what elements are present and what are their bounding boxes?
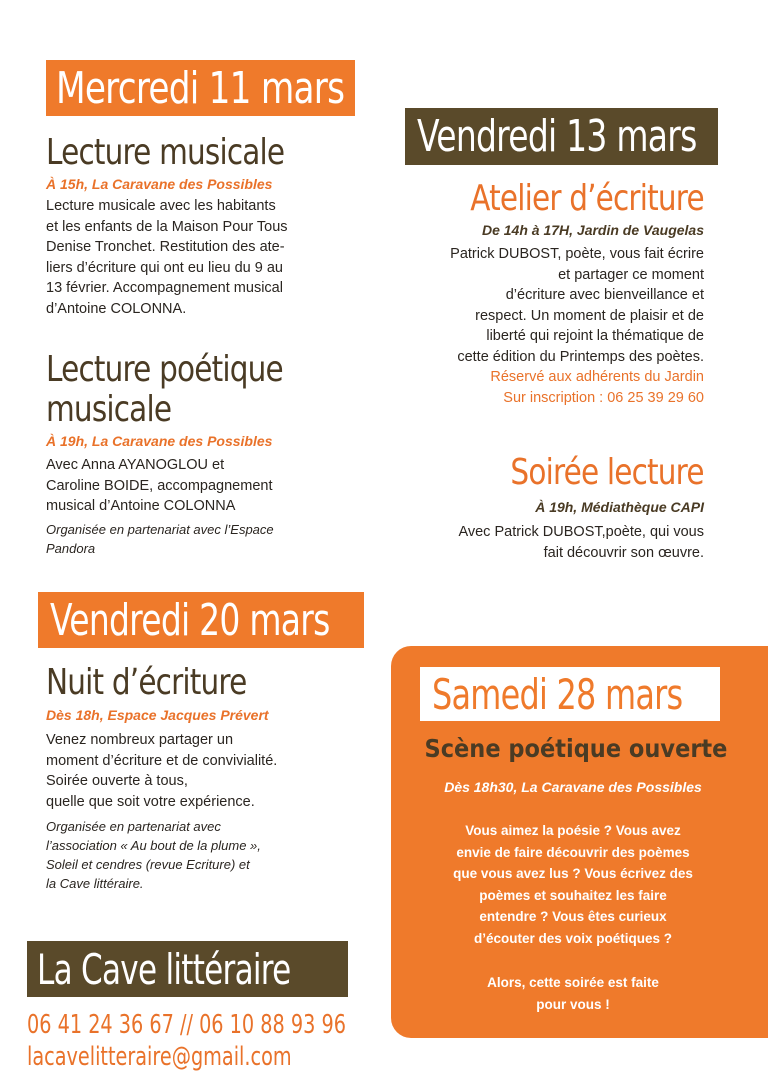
footer-email[interactable]: lacavelitteraire@gmail.com	[27, 1042, 292, 1072]
fri13-banner-text: Vendredi 13 mars	[417, 111, 697, 162]
wed-e2-title	[46, 350, 283, 430]
reserved-note: Réservé aux adhérents du Jardin	[490, 369, 704, 385]
text-line: fait découvrir son œuvre.	[543, 544, 704, 561]
text-line: Denise Tronchet. Restitution des ate-	[46, 239, 285, 255]
fri20-banner	[38, 592, 364, 648]
wed-e2-description	[46, 455, 346, 517]
text-line: 13 février. Accompagnement musical	[46, 280, 283, 296]
text-line: d’écriture avec bienveillance et	[505, 287, 704, 303]
sat-closing	[400, 972, 746, 1015]
wed-banner-text: Mercredi 11 mars	[56, 62, 345, 114]
text-line: Patrick DUBOST, poète, vous fait écrire	[450, 246, 704, 262]
text-line: Avec Patrick DUBOST,poète, qui vous	[458, 524, 704, 540]
fri13-e2-description	[384, 522, 704, 563]
fri13-e2-when: À 19h, Médiathèque CAPI	[535, 499, 704, 515]
wed-banner	[46, 60, 355, 116]
text-line: Soirée ouverte à tous,	[46, 773, 188, 789]
wed-e1-title: Lecture musicale	[46, 132, 285, 173]
title-line: musicale	[46, 389, 172, 430]
title-line: Lecture poétique	[46, 349, 283, 390]
fri20-e1-description	[46, 730, 366, 812]
text-line: d’écouter des voix poétiques ?	[473, 930, 673, 946]
text-line: respect. Un moment de plaisir et de	[475, 307, 704, 324]
fri13-e1-description	[384, 244, 704, 408]
text-line: cette édition du Printemps des poètes.	[457, 348, 704, 365]
text-line: liberté qui rejoint la thématique de	[486, 328, 704, 344]
text-line: poèmes et souhaitez les faire	[479, 887, 667, 903]
sat-title: Scène poétique ouverte	[424, 734, 728, 763]
note-line: Soleil et cendres (revue Ecriture) et	[46, 857, 250, 872]
sat-description	[400, 820, 746, 949]
fri20-e1-when: Dès 18h, Espace Jacques Prévert	[46, 707, 269, 723]
fri20-e1-note	[46, 817, 366, 893]
note-line: Organisée en partenariat avec	[46, 819, 221, 834]
text-line: envie de faire découvrir des poèmes	[456, 844, 690, 860]
text-line: musical d’Antoine COLONNA	[46, 498, 236, 514]
note-line: la Cave littéraire.	[46, 876, 144, 891]
wed-e2-when: À 19h, La Caravane des Possibles	[46, 433, 273, 449]
text-line: quelle que soit votre expérience.	[46, 793, 255, 810]
fri13-e2-title: Soirée lecture	[510, 452, 704, 493]
footer-banner	[27, 941, 348, 997]
text-line: d’Antoine COLONNA.	[46, 300, 187, 317]
text-line: Avec Anna AYANOGLOU et	[46, 457, 225, 473]
fri13-banner	[405, 108, 718, 165]
footer-phones: 06 41 24 36 67 // 06 10 88 93 96	[27, 1010, 346, 1040]
text-line: pour vous !	[536, 996, 610, 1012]
text-line: Lecture musicale avec les habitants	[46, 198, 276, 214]
text-line: Alors, cette soirée est faite	[487, 975, 659, 990]
note-line: Pandora	[46, 541, 96, 556]
wed-e1-when: À 15h, La Caravane des Possibles	[46, 176, 273, 192]
footer-name: La Cave littéraire	[37, 944, 291, 994]
fri20-banner-text: Vendredi 20 mars	[50, 594, 330, 646]
fri13-e1-title: Atelier d’écriture	[470, 178, 704, 219]
sat-banner	[420, 667, 720, 721]
wed-e1-description	[46, 196, 346, 319]
text-line: et partager ce moment	[558, 266, 704, 283]
text-line: entendre ? Vous êtes curieux	[479, 909, 667, 924]
text-line: Venez nombreux partager un	[46, 732, 234, 748]
text-line: que vous avez lus ? Vous écrivez des	[453, 866, 693, 881]
sat-when: Dès 18h30, La Caravane des Possibles	[444, 779, 702, 795]
signup-phone: Sur inscription : 06 25 39 29 60	[503, 389, 704, 406]
fri20-e1-title: Nuit d’écriture	[46, 662, 247, 703]
text-line: et les enfants de la Maison Pour Tous	[46, 218, 288, 235]
text-line: liers d’écriture qui ont eu lieu du 9 au	[46, 259, 283, 276]
sat-banner-text: Samedi 28 mars	[432, 669, 683, 719]
note-line: Organisée en partenariat avec l’Espace	[46, 522, 274, 537]
note-line: l’association « Au bout de la plume »,	[46, 838, 261, 853]
text-line: Caroline BOIDE, accompagnement	[46, 477, 273, 494]
text-line: Vous aimez la poésie ? Vous avez	[465, 823, 681, 838]
text-line: moment d’écriture et de convivialité.	[46, 752, 278, 769]
fri13-e1-when: De 14h à 17H, Jardin de Vaugelas	[481, 222, 704, 238]
wed-e2-note	[46, 520, 346, 558]
